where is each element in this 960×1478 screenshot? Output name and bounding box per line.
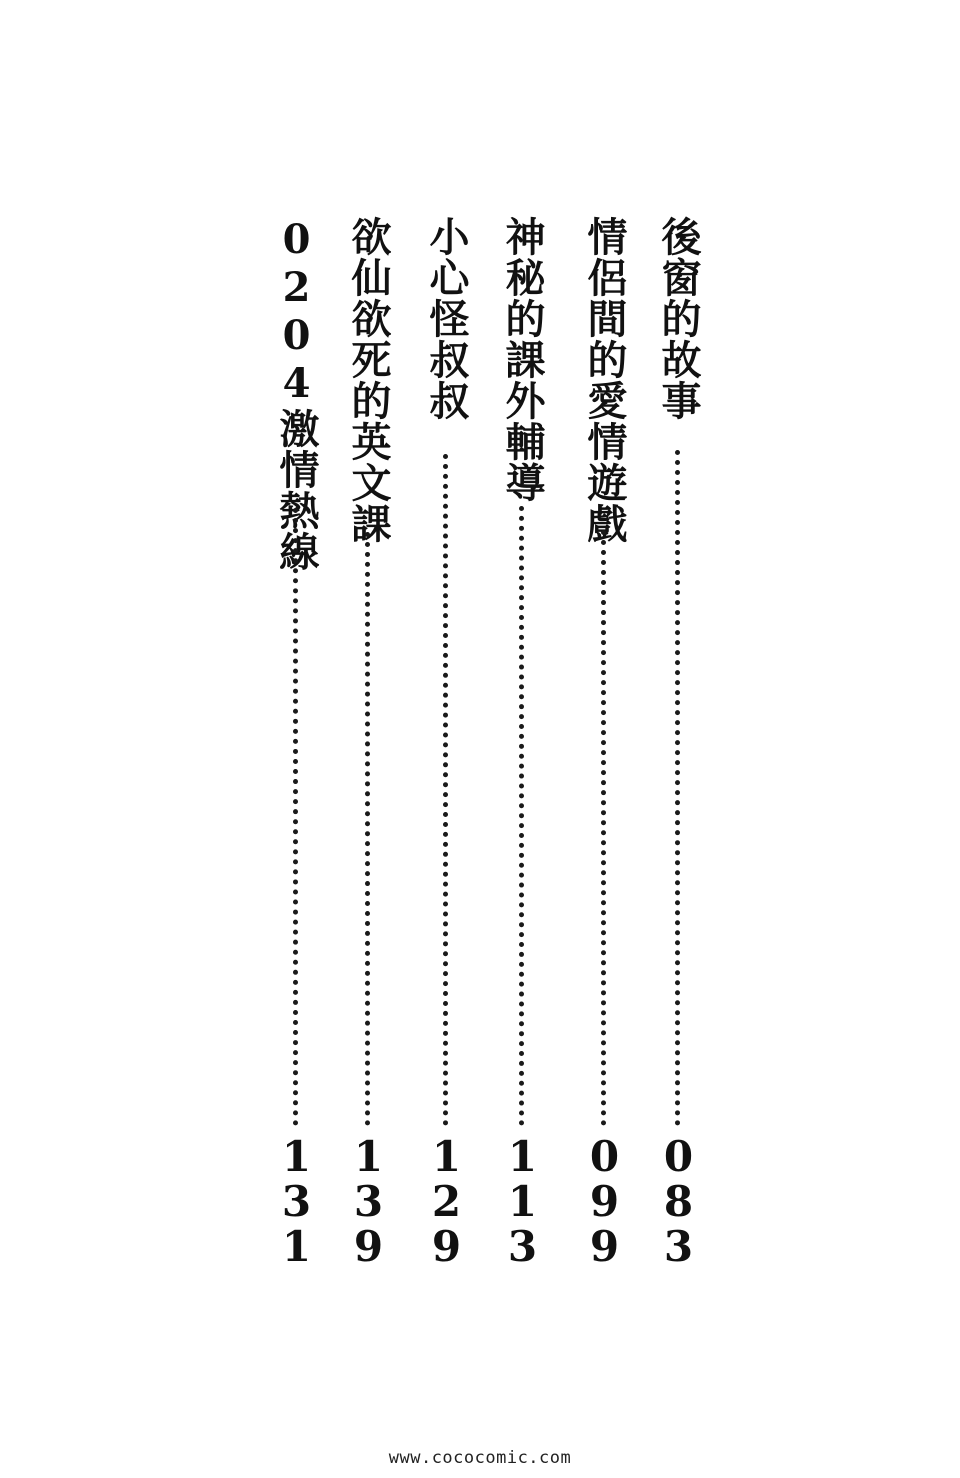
toc-entry [650,216,706,1267]
dot-leader [293,508,298,1126]
dot-leader [519,506,524,1126]
dot-leader [601,530,606,1126]
dot-leader [675,450,680,1126]
toc-entry [576,216,632,1267]
toc-entry-title: 0204激情熱線 [273,216,320,572]
toc-entry-title: 後窗的故事 [655,216,702,421]
toc-entry-page: 113 [498,1132,547,1267]
toc-entry [418,216,474,1267]
toc-entry-page: 099 [580,1132,629,1267]
toc-entry-page: 139 [344,1132,393,1267]
dot-leader [365,532,370,1126]
toc-entry-title: 神秘的課外輔導 [499,216,546,503]
toc-entry [494,216,550,1267]
toc-entry-page: 129 [422,1132,471,1267]
toc-entry [268,216,324,1267]
toc-entry-title: 小心怪叔叔 [423,216,470,421]
toc-entry-title: 情侶間的愛情遊戲 [581,216,628,544]
site-watermark: www.cococomic.com [388,1448,572,1468]
toc-entry [340,216,396,1267]
toc-entry-page: 131 [272,1132,321,1267]
toc-entry-page: 083 [654,1132,703,1267]
toc-entry-title: 欲仙欲死的英文課 [345,216,392,544]
dot-leader [443,454,448,1126]
